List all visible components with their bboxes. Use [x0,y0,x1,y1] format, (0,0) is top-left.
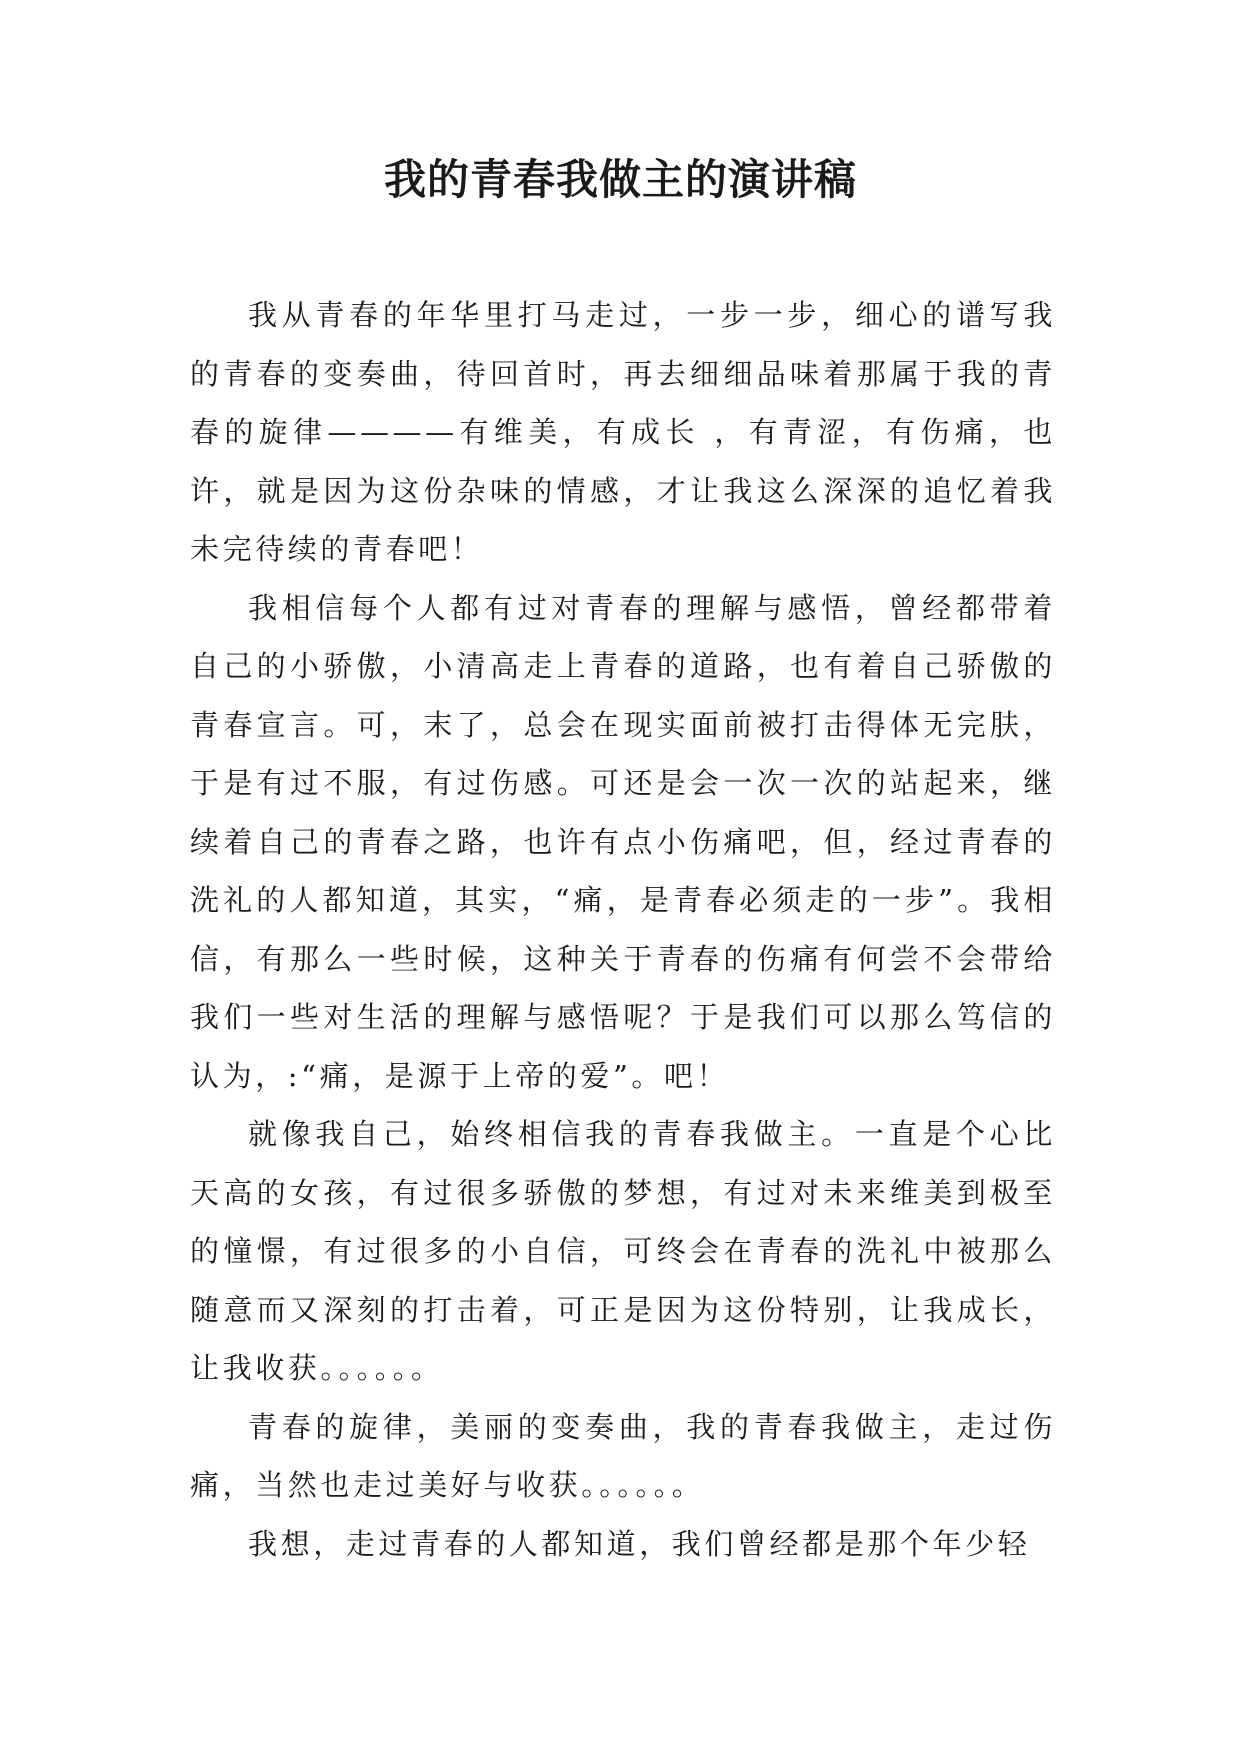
paragraph: 青春的旋律，美丽的变奏曲，我的青春我做主，走过伤痛，当然也走过美好与收获。。。。。。 [190,1409,1056,1502]
paragraph: 我从青春的年华里打马走过，一步一步，细心的谱写我的青春的变奏曲，待回首时，再去细细品味着那属于我的青春的旋律————有维美，有成长 ，有青涩，有伤痛，也许，就是因为这份杂味的情感，才让我这么深深的追忆着我未完待续的青春吧！ [190,298,1056,566]
document-body [190,286,1056,1573]
paragraph: 就像我自己，始终相信我的青春我做主。一直是个心比天高的女孩，有过很多骄傲的梦想，有过对未来维美到极至的憧憬，有过很多的小自信，可终会在青春的洗礼中被那么随意而又深刻的打击着，可正是因为这份特别，让我成长，让我收获。。。。。。 [190,1117,1056,1385]
document-title: 我的青春我做主的演讲稿 [383,155,857,204]
paragraph: 我相信每个人都有过对青春的理解与感悟，曾经都带着自己的小骄傲，小清高走上青春的道路，也有着自己骄傲的青春宣言。可，末了，总会在现实面前被打击得体无完肤，于是有过不服，有过伤感。可还是会一次一次的站起来，继续着自己的青春之路，也许有点小伤痛吧，但，经过青春的洗礼的人都知道，其实，“痛，是青春必须走的一步”。我相信，有那么一些时候，这种关于青春的伤痛有何尝不会带给我们一些对生活的理解与感悟呢？于是我们可以那么笃信的认为，:“痛，是源于上帝的爱”。吧！ [190,590,1056,1093]
paragraph: 我想，走过青春的人都知道，我们曾经都是那个年少轻 [248,1526,1031,1561]
